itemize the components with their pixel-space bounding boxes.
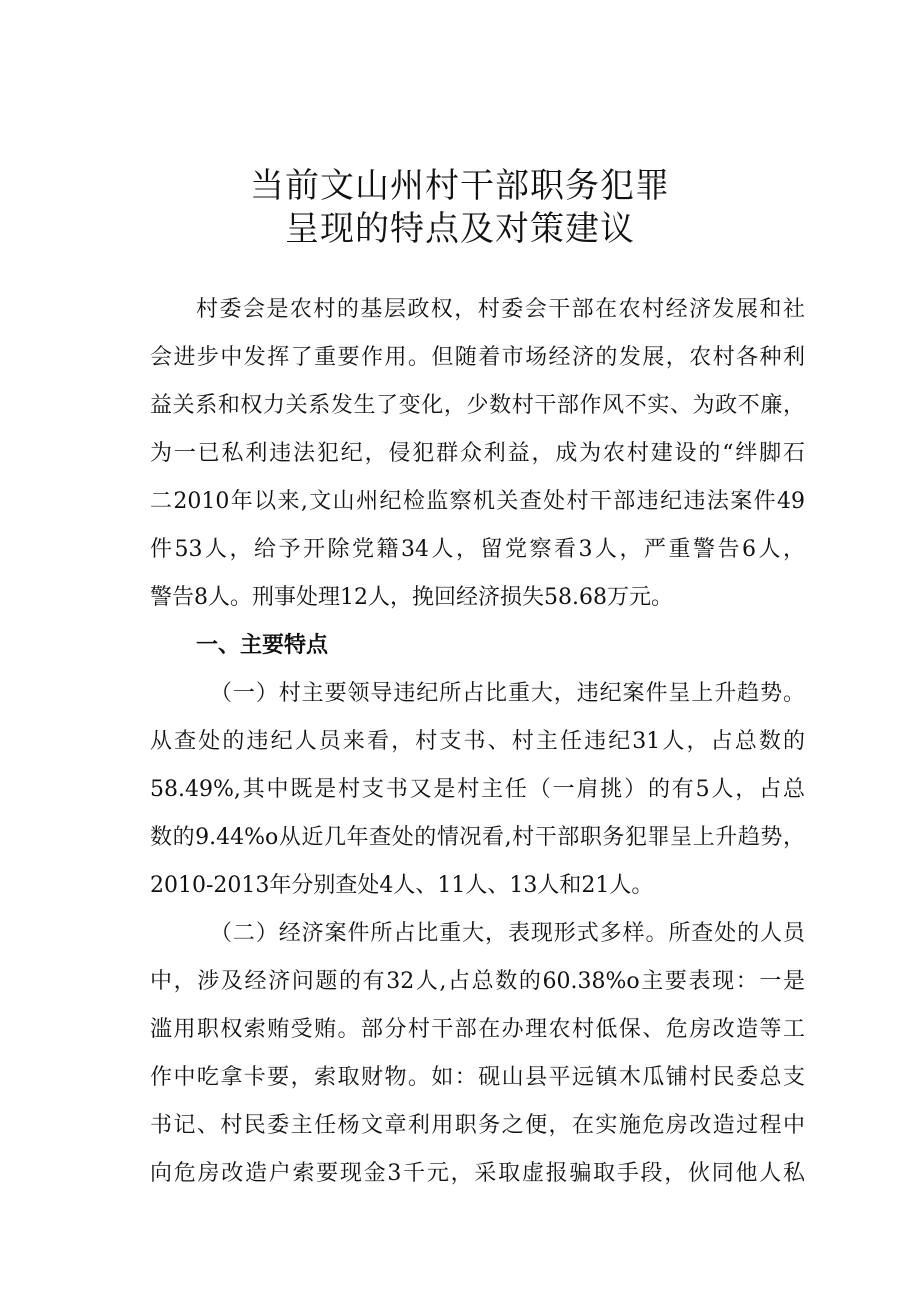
point-2-line: 滥用职权索贿受贿。部分村干部在办理农村低保、危房改造等工 bbox=[150, 1017, 805, 1042]
point-1-line: 58.49%,其中既是村支书又是村主任（一肩挑）的有5人，占总 bbox=[150, 777, 805, 802]
point-1-line: 从查处的违纪人员来看，村支书、村主任违纪31人，占总数的 bbox=[150, 729, 805, 754]
point-2-line: 作中吃拿卡要，索取财物。如：砚山县平远镇木瓜铺村民委总支 bbox=[150, 1065, 805, 1090]
intro-paragraph-line: 村委会是农村的基层政权，村委会干部在农村经济发展和社 bbox=[196, 297, 805, 322]
point-2-line: 中，涉及经济问题的有32人,占总数的60.38%o主要表现：一是 bbox=[150, 969, 805, 994]
point-1-line: 2010-2013年分别查处4人、11人、13人和21人。 bbox=[150, 873, 654, 898]
intro-paragraph-line: 二2010年以来,文山州纪检监察机关查处村干部违纪违法案件49 bbox=[150, 489, 805, 514]
intro-paragraph-line: 会进步中发挥了重要作用。但随着市场经济的发展，农村各种利 bbox=[150, 345, 805, 370]
document-title-line-2: 呈现的特点及对策建议 bbox=[285, 209, 635, 249]
point-2-line: 书记、村民委主任杨文章利用职务之便，在实施危房改造过程中 bbox=[150, 1113, 805, 1138]
section-heading-main-features: 一、主要特点 bbox=[196, 633, 329, 658]
point-2-line: （二）经济案件所占比重大，表现形式多样。所查处的人员 bbox=[210, 921, 805, 946]
intro-paragraph-line: 警告8人。刑事处理12人，挽回经济损失58.68万元。 bbox=[150, 585, 673, 610]
point-1-line: 数的9.44%o从近几年查处的情况看,村干部职务犯罪呈上升趋势， bbox=[150, 825, 805, 850]
intro-paragraph-line: 件53人，给予开除党籍34人，留党察看3人，严重警告6人， bbox=[150, 537, 805, 562]
intro-paragraph-line: 益关系和权力关系发生了变化，少数村干部作风不实、为政不廉， bbox=[150, 393, 805, 418]
intro-paragraph-line: 为一已私利违法犯纪，侵犯群众利益，成为农村建设的“绊脚石 bbox=[150, 441, 805, 466]
point-2-line: 向危房改造户索要现金3千元，采取虚报骗取手段，伙同他人私 bbox=[150, 1161, 805, 1186]
point-1-line: （一）村主要领导违纪所占比重大，违纪案件呈上升趋势。 bbox=[210, 681, 805, 706]
document-title-line-1: 当前文山州村干部职务犯罪 bbox=[250, 166, 670, 206]
